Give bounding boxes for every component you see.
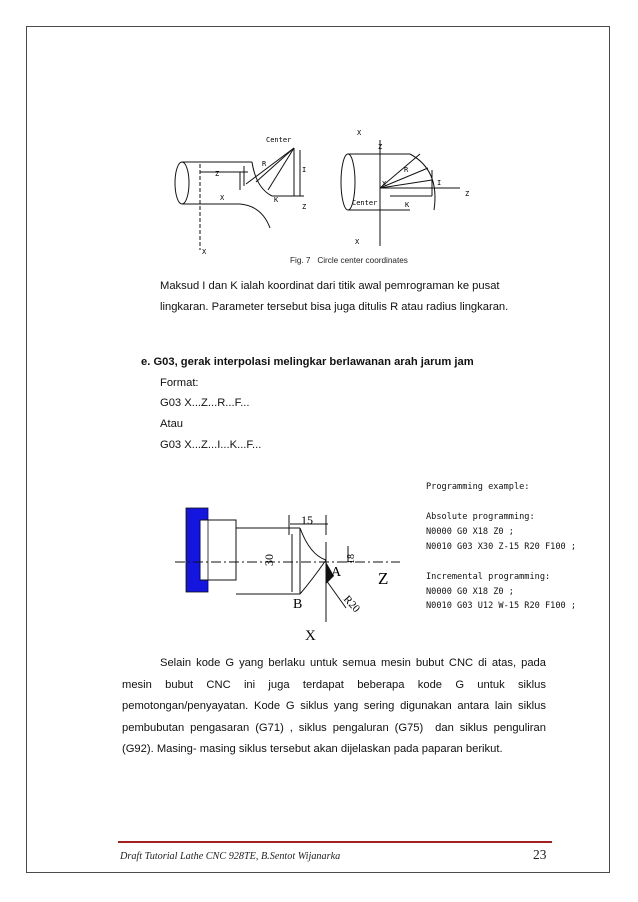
body-word: bubut	[415, 657, 444, 669]
body-word: G	[285, 700, 295, 713]
dim-30-label: 30	[262, 554, 276, 566]
fig1-x-top-right-label: X	[357, 129, 362, 137]
body-word: siklus	[298, 721, 327, 734]
body-word: pemotongan/penyayatan.	[122, 700, 249, 713]
body-word: mesin	[381, 657, 411, 669]
fig1-k-right-label: K	[405, 201, 410, 209]
x-axis-label: X	[305, 628, 316, 644]
body-line-3	[122, 718, 546, 740]
body-word: yang	[333, 700, 359, 713]
body-word: berlaku	[268, 657, 306, 669]
point-a-label: A	[331, 565, 342, 580]
body-word: semua	[342, 657, 377, 669]
absolute-line-2: N0010 G03 X30 Z-15 R20 F100 ;	[426, 542, 577, 552]
body-word: ,	[289, 721, 293, 734]
fig1-r-right-label: R	[404, 166, 409, 174]
body-word: (G71)	[255, 721, 284, 734]
caption-text: Circle center coordinates	[317, 256, 408, 265]
body-word: digunakan	[400, 700, 452, 713]
fig1-center-right-label: Center	[352, 199, 378, 207]
body-word: G	[455, 678, 465, 691]
program-title: Programming example:	[426, 482, 530, 492]
body-word: siklus	[517, 678, 546, 691]
z-axis-label: Z	[378, 569, 389, 588]
fig1-k-left-label: K	[274, 196, 279, 204]
body-word: siklus	[517, 700, 546, 713]
format-ik-syntax: G03 X...Z...I...K...F...	[160, 439, 262, 451]
body-word: Kode	[253, 700, 281, 713]
intro-line-2: lingkaran. Parameter tersebut bisa juga ditulis R atau radius lingkaran.	[160, 300, 509, 313]
incremental-line-2: N0010 G03 U12 W-15 R20 F100 ;	[426, 601, 577, 611]
fig1-i-right-label: I	[437, 179, 442, 187]
body-word: bubut	[165, 678, 194, 691]
body-word: yang	[239, 657, 264, 669]
fig1-x-right-label: X	[382, 180, 387, 188]
body-word: CNC	[448, 657, 474, 669]
fig1-i-left-label: I	[302, 166, 307, 174]
page-number: 23	[533, 847, 547, 862]
body-word: mesin	[122, 678, 152, 691]
fig1-z-axis-right-label: Z	[465, 190, 470, 198]
fig1-x-bottom-right-label: X	[355, 238, 360, 246]
body-word: siklus	[300, 700, 329, 713]
fig1-r-left-label: R	[262, 160, 267, 168]
body-word: ini	[243, 678, 256, 691]
r20-label: R20	[340, 593, 363, 616]
body-line-2	[122, 696, 546, 718]
body-word: G	[225, 657, 235, 669]
format-r-syntax: G03 X...Z...R...F...	[160, 397, 250, 409]
body-word: terdapat	[302, 678, 344, 691]
body-word: (G75)	[394, 721, 424, 734]
atau-label: Atau	[160, 418, 184, 430]
body-line-1	[122, 675, 546, 697]
body-line-0	[122, 653, 546, 675]
incremental-line-1: N0000 G0 X18 Z0 ;	[426, 587, 514, 597]
body-word: lain	[494, 700, 513, 713]
fig1-z-axis-left-label: Z	[302, 203, 307, 211]
fig1-x-left-label: X	[220, 194, 225, 202]
intro-line-1: Maksud I dan K ialah koordinat dari titik awal pemrograman ke pusat	[160, 280, 500, 292]
caption-fig-number: Fig. 7	[290, 256, 311, 265]
format-label: Format:	[160, 377, 199, 389]
body-word: pada	[521, 657, 546, 669]
body-word: sering	[363, 700, 395, 713]
body-word: dan	[435, 721, 454, 734]
body-word: CNC	[206, 678, 231, 691]
body-word: kode	[196, 657, 221, 669]
body-word: antara	[457, 700, 490, 713]
incremental-title: Incremental programming:	[426, 572, 551, 582]
body-line-last: (G92). Masing- masing siklus tersebut akan dijelaskan pada paparan berikut.	[122, 743, 503, 756]
body-word: pengasaran	[190, 721, 250, 734]
absolute-title: Absolute programming:	[426, 512, 535, 522]
body-word: juga	[268, 678, 290, 691]
section-e-heading: e. G03, gerak interpolasi melingkar berlawanan arah jarum jam	[141, 356, 474, 368]
body-word: atas,	[491, 657, 517, 669]
body-word: untuk	[310, 657, 338, 669]
dim-15-label: 15	[301, 513, 313, 527]
dim-18-label: 18	[346, 554, 357, 564]
body-word: di	[478, 657, 487, 669]
fig1-z-right-label: Z	[378, 143, 383, 151]
body-word: pembubutan	[122, 721, 185, 734]
point-b-label: B	[293, 597, 303, 612]
footer-rule	[118, 841, 552, 843]
fig1-z-left-label: Z	[215, 170, 220, 178]
fig1-x-axis-left-label: X	[202, 248, 207, 256]
footer-text: Draft Tutorial Lathe CNC 928TE, B.Sentot Wijanarka	[120, 851, 341, 862]
body-word: pengaluran	[332, 721, 389, 734]
fig1-center-left-label: Center	[266, 136, 292, 144]
absolute-line-1: N0000 G0 X18 Z0 ;	[426, 527, 514, 537]
body-word: penguliran	[493, 721, 546, 734]
body-paragraph	[122, 653, 546, 761]
body-word: siklus	[459, 721, 488, 734]
body-word: kode	[417, 678, 443, 691]
body-word: untuk	[477, 678, 505, 691]
body-word: Selain	[160, 657, 192, 669]
body-word: beberapa	[357, 678, 405, 691]
